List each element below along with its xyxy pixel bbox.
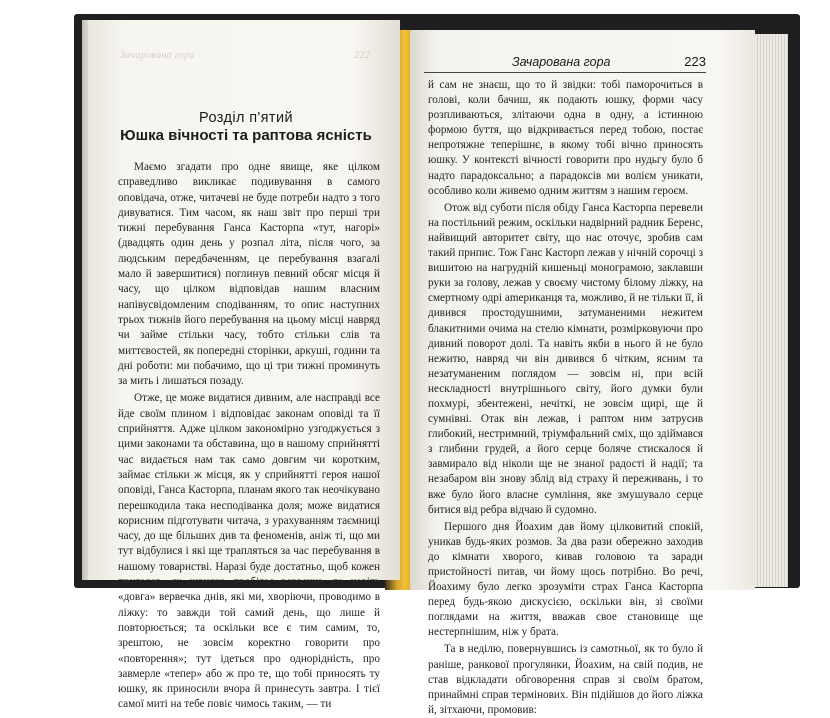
bleed-through-page-number: 222	[354, 50, 370, 61]
paragraph: Отже, це може видатися дивним, але насправді все йде своїм плином і відповідає законам оповіді та її сприйняття. Адже цілком закономірно узгоджується з цими законами та обставина, що в нашому сприйнятті час видається нам так само довгим чи коротким, займає стільки ж місця, як у сприйнятті героя нашої оповіді, Ганса Касторпа, планам якого так неочікувано перешкодила така несподіванка доля; може видатися корисним підготувати читача, з урахуванням таємниці часу, до ще більших див та феноменів, аніж ті, що ми тут відбулися і які ще трапляться за час перебування в нашому товаристві. Наразі буде достатньо, щоб кожен пригадав, як швидко пробігає вервечка, та навіть «довга» вервечка днів, які ми, хворіючи, проводимо в ліжку: то завжди той самий день, що лише й повторюється; та оскільки все є тим самим, то, зрештою, не зовсім коректно говорити про «повторення»; тут ідеться про однорідність, про завмерле «тепер» або ж про те, що тобі приносять ту юшку, як приносили вчора й принесуть завтра. І тієї самої миті на тебе повіє чимось таким, — ти	[118, 392, 380, 711]
paragraph: Маємо згадати про одне явище, яке цілком справедливо викликає подивування в самого оповідача, отже, читачеві не буде потреби надто з того дивуватися. Тим часом, як наш звіт про перші три тижні перебування Ганса Касторпа «тут, нагорі» (двадцять один день у розпал літа, після чого, за людським передбаченням, це перебування взагалі мало й завершитися) поглинув певний обсяг місця й часу, що цілком відповідав нашим власним напівусвідомленим сподіванням, то опис наступних трьох тижнів його перебування на цьому місці навряд чи займе стільки часу, тобто стільки слів та миттєвостей, як попередні сторінки, аркуші, години та дні роботи: ми побачимо, що ці три тижні проминуть за мить і лишаться позаду.	[118, 161, 380, 388]
page-edges	[752, 34, 788, 587]
chapter-title: Юшка вічності та раптова ясність	[120, 127, 372, 144]
paragraph: й сам не знаєш, що то й звідки: тобі паморочиться в голові, коли бачиш, як подають юшку, форми часу розпливаються, злітаючи одна в одну, а істинною формою буття, що відкривається перед тобою, постає непротяжне теперішнє, в якому тобі вічно приносять юшку. У контексті вічності говорити про нудьгу було б надто парадоксально; а парадоксів ми волієм уникати, особливо коли живемо одним життям з нашим героєм.	[428, 79, 703, 197]
left-page-text	[118, 160, 380, 713]
paragraph: Отож від суботи після обіду Ганса Касторпа перевели на постільний режим, оскільки надвірний радник Беренс, найвищий авторитет світу, що нас оточує, зробив сам такий припис. Тож Ганс Касторп лежав у нічній сорочці з вишитою на нагрудній кишеньці монограмою, заклавши руки за голову, лежав у своєму чистому білому ліжку, на смертному одрі ameриканця та, можливо, й не тільки її, й дивився простодушними, затуманеними нежитем блакитними очима на стелю кімнати, розмірковуючи про дивний поворот долі. Та навіть якби в нього й не було нежитю, навряд чи він дивився б чітким, ясним та незатуманеним поглядом — зовсім ні, при всій нескладності внутрішнього світу, його думки були похмурі, збентежені, нечіткі, не зовсім щирі, ще й сумнівні. Отак він лежав, і раптом ним затрусив глибокий, нестримний, тріумфальний сміх, що здіймався з глибини грудей, а його серце боляче стискалося й завмирало від ніколи ще не знаної радості й надії; та незабаром він знову зблід від страху й переживань, і то вже було його власне сумління, яке змушувало серце битися від ребра відчаю й судомно.	[428, 201, 703, 516]
paragraph: Та в неділю, повернувшись із самотньої, як то було й раніше, ранкової прогулянки, Йоахим, на свій подив, не став відкладати обговорення справ зі своїм братом, принаймні справ термінових. Він підійшов до його ліжка й, зітхаючи, промовив:	[428, 643, 703, 716]
right-page-text	[428, 78, 703, 718]
paragraph: Першого дня Йоахим дав йому цілковитий спокій, уникав будь-яких розмов. За два рази обережно заходив до кімнати хворого, кивав головою та заради пристойності питав, чи йому щось потрібно. Во речі, Йоахиму було легко зрозуміти страх Ганса Касторпа перед будь-якою дискусією, оскільки він, зі своїми поглядами на життя, вважав свое становище ще нестерпнішим, ніж у брата.	[428, 520, 703, 639]
bleed-through-header	[120, 50, 370, 61]
running-header	[424, 52, 706, 73]
running-title: Зачарована гора	[512, 55, 611, 69]
chapter-label: Розділ п'ятий	[199, 110, 293, 126]
page-number: 223	[684, 54, 706, 69]
bleed-through-title: Зачарована гора	[120, 50, 195, 61]
